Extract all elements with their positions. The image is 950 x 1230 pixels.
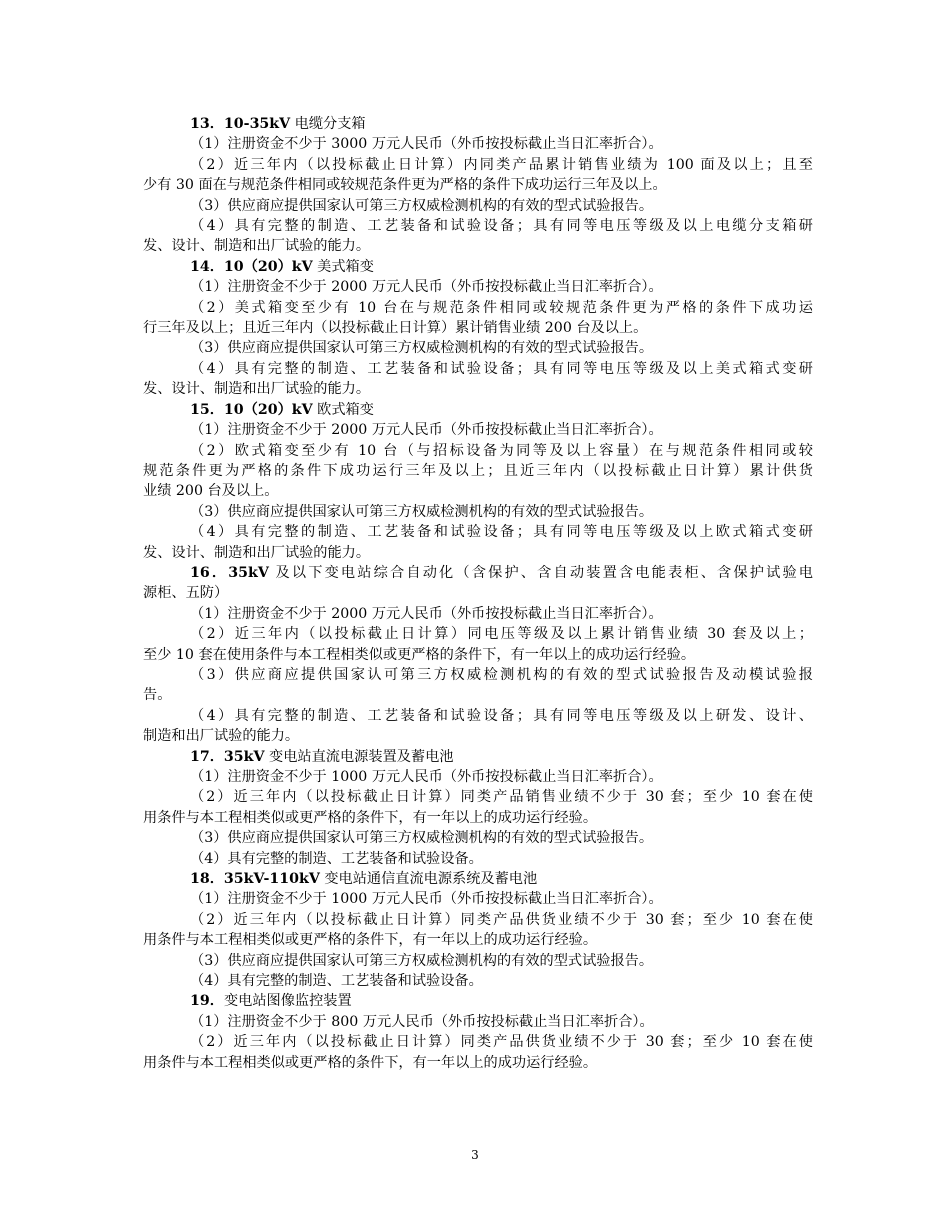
paragraph-line: （3）供应商应提供国家认可第三方权威检测机构的有效的型式试验报告。	[190, 197, 654, 214]
paragraph-line: （1）注册资金不少于 2000 万元人民币（外币按投标截止当日汇率折合）。	[190, 605, 663, 622]
paragraph-line: 发、设计、制造和出厂试验的能力。	[143, 238, 371, 255]
section-number: 18．35kV-110kV	[190, 871, 320, 888]
paragraph-line: 业绩 200 台及以上。	[143, 483, 279, 500]
paragraph-line: （2）欧式箱变至少有 10 台（与招标设备为同等及以上容量）在与规范条件相同或较	[190, 442, 813, 459]
paragraph-line: （1）注册资金不少于 2000 万元人民币（外币按投标截止当日汇率折合）。	[190, 422, 663, 439]
paragraph-line: 至少 10 套在使用条件与本工程相类似或更严格的条件下，有一年以上的成功运行经验。	[143, 646, 696, 663]
paragraph-line: 行三年及以上；且近三年内（以投标截止日计算）累计销售业绩 200 台及以上。	[143, 320, 648, 337]
section-title: 变电站图像监控装置	[223, 993, 352, 1010]
section-heading	[143, 869, 813, 889]
section-heading	[143, 114, 813, 134]
paragraph-line: 规范条件更为严格的条件下成功运行三年及以上；且近三年内（以投标截止日计算）累计供货	[143, 462, 813, 479]
section-heading	[143, 991, 813, 1011]
paragraph-line: 少有 30 面在与规范条件相同或较规范条件更为严格的条件下成功运行三年及以上。	[143, 177, 667, 194]
section-number: 17．35kV	[190, 748, 265, 765]
paragraph-line: 用条件与本工程相类似或更严格的条件下，有一年以上的成功运行经验。	[143, 1054, 598, 1071]
section-number: 15．10（20）kV	[190, 401, 313, 418]
paragraph-line: 用条件与本工程相类似或更严格的条件下，有一年以上的成功运行经验。	[143, 809, 598, 826]
section-title: 美式箱变	[312, 258, 374, 275]
paragraph-line: （4）具有完整的制造、工艺装备和试验设备；具有同等电压等级及以上电缆分支箱研	[190, 218, 813, 235]
paragraph-line: （2）美式箱变至少有 10 台在与规范条件相同或较规范条件更为严格的条件下成功运	[190, 299, 813, 316]
paragraph-line: （2）近三年内（以投标截止日计算）同类产品供货业绩不少于 30 套；至少 10 套在使	[190, 911, 813, 928]
paragraph-line: （4）具有完整的制造、工艺装备和试验设备。	[190, 850, 483, 867]
paragraph-line: （1）注册资金不少于 3000 万元人民币（外币按投标截止当日汇率折合）。	[190, 136, 663, 153]
section-title: 变电站通信直流电源系统及蓄电池	[319, 871, 538, 888]
paragraph-line: （3）供应商应提供国家认可第三方权威检测机构的有效的型式试验报告。	[190, 830, 654, 847]
section-title: 电缆分支箱	[290, 116, 366, 132]
paragraph-line: 告。	[143, 687, 172, 704]
paragraph-line: （3）供应商应提供国家认可第三方权威检测机构的有效的型式试验报告。	[190, 952, 654, 969]
paragraph-line: （1）注册资金不少于 800 万元人民币（外币按投标截止当日汇率折合）。	[190, 1013, 654, 1030]
section-heading	[143, 563, 813, 583]
paragraph-line: （2）近三年内（以投标截止日计算）同电压等级及以上累计销售业绩 30 套及以上；	[190, 626, 813, 643]
paragraph-line: （3）供应商应提供国家认可第三方权威检测机构的有效的型式试验报告及动模试验报	[190, 666, 813, 683]
paragraph-line: （3）供应商应提供国家认可第三方权威检测机构的有效的型式试验报告。	[190, 340, 654, 357]
paragraph-line: （3）供应商应提供国家认可第三方权威检测机构的有效的型式试验报告。	[190, 503, 654, 520]
paragraph-line: （4）具有完整的制造、工艺装备和试验设备；具有同等电压等级及以上欧式箱式变研	[190, 524, 813, 541]
section-number: 14．10（20）kV	[190, 258, 313, 275]
paragraph-line: （1）注册资金不少于 1000 万元人民币（外币按投标截止当日汇率折合）。	[190, 891, 663, 908]
section-title: 及以下变电站综合自动化（含保护、含自动装置含电能表柜、含保护试验电	[268, 564, 813, 581]
section-title: 变电站直流电源装置及蓄电池	[264, 748, 454, 765]
document-body	[143, 114, 813, 1073]
paragraph-line: （2）近三年内（以投标截止日计算）同类产品销售业绩不少于 30 套；至少 10 套在使	[190, 789, 813, 806]
paragraph-line: 发、设计、制造和出厂试验的能力。	[143, 381, 371, 398]
paragraph-line: （2）近三年内（以投标截止日计算）内同类产品累计销售业绩为 100 面及以上；且至	[190, 156, 813, 173]
paragraph-line: （1）注册资金不少于 2000 万元人民币（外币按投标截止当日汇率折合）。	[190, 279, 663, 296]
page-number: 3	[471, 1148, 479, 1162]
paragraph-line: 制造和出厂试验的能力。	[143, 728, 300, 745]
section-heading	[143, 400, 813, 420]
section-heading	[143, 747, 813, 767]
section-number: 19．	[190, 993, 224, 1010]
paragraph-line: （2）近三年内（以投标截止日计算）同类产品供货业绩不少于 30 套；至少 10 套在使	[190, 1034, 813, 1051]
paragraph-line: （4）具有完整的制造、工艺装备和试验设备；具有同等电压等级及以上美式箱式变研	[190, 360, 813, 377]
paragraph-line: 源柜、五防）	[143, 585, 229, 602]
paragraph-line: 发、设计、制造和出厂试验的能力。	[143, 544, 371, 561]
paragraph-line: （1）注册资金不少于 1000 万元人民币（外币按投标截止当日汇率折合）。	[190, 769, 663, 785]
paragraph-line: （4）具有完整的制造、工艺装备和试验设备；具有同等电压等级及以上研发、设计、	[190, 707, 813, 724]
section-number: 13．10-35kV	[190, 116, 291, 132]
section-heading	[143, 257, 813, 277]
section-number: 16．35kV	[190, 564, 269, 581]
paragraph-line: （4）具有完整的制造、工艺装备和试验设备。	[190, 973, 483, 990]
paragraph-line: 用条件与本工程相类似或更严格的条件下，有一年以上的成功运行经验。	[143, 932, 598, 949]
section-title: 欧式箱变	[312, 401, 374, 418]
